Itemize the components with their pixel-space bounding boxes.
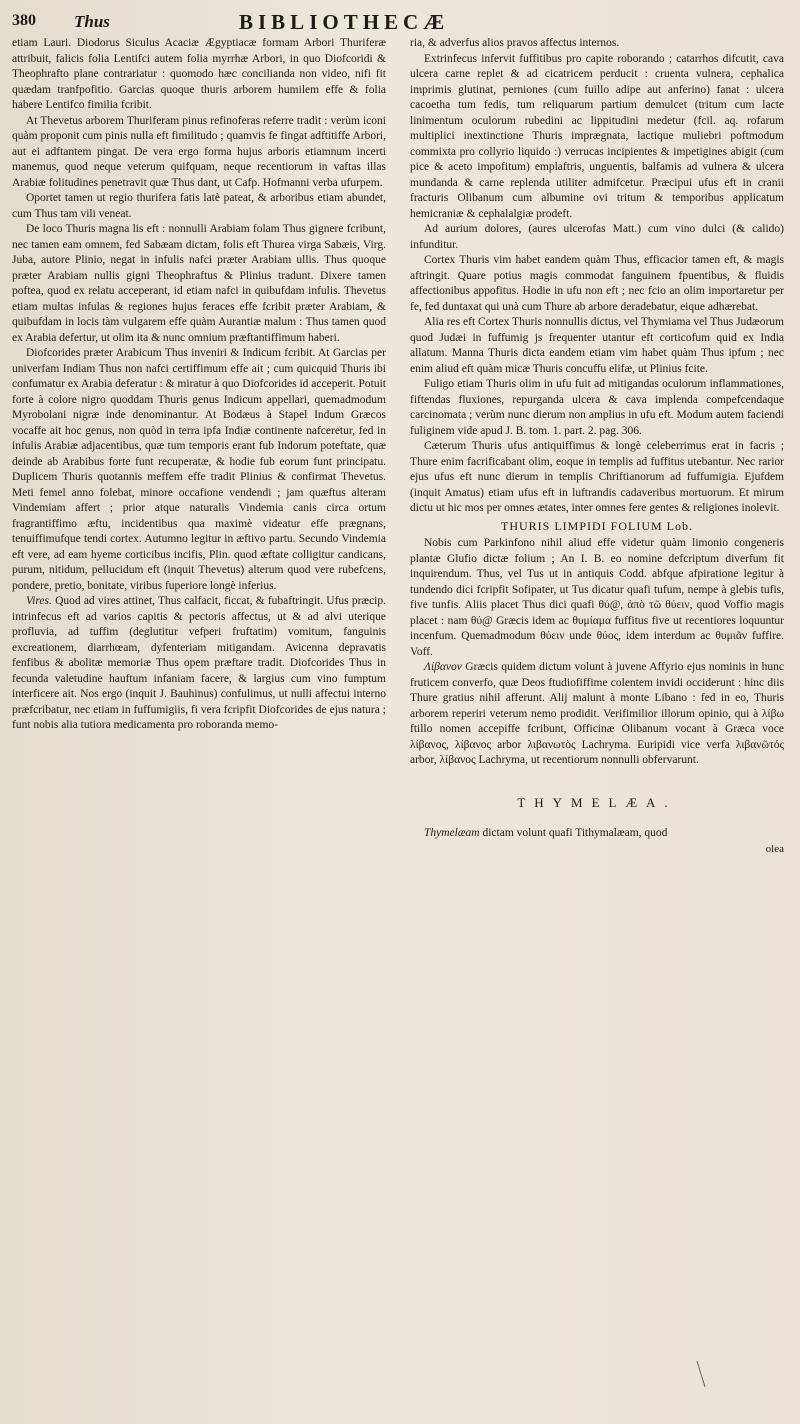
lemma-heading: THURIS LIMPIDI FOLIUM Lob. bbox=[501, 518, 693, 533]
paragraph-text: dictam volunt quafi Tithymalæam, quod bbox=[482, 827, 668, 839]
paragraph: Diofcorides præter Arabicum Thus inveniri & Indicum fcribit. At Garcias per univerfam Indiam Thus non nafci certiffimum effe ait ; cum quicquid Thuris ibi confumatur ex Arabia deferatur : & miratur à quo Diofcorides id acceperit. Potuit forte à colore nigro quoddam Thuris genus Indicum appellari, quemadmodum Myrobolani nigræ inde denominantur. At Bodæus à Stapel Indum Græcos vocaffe ait hoc genus, non quòd in terra ipfa Indiæ continente nafceretur, fed in infulis Arabiæ adjacentibus, quæ tum temporis erant fub Indorum poteftate, quæ deinde ab Arabibus forte funt recuperatæ, & hodie fub eorum funt principatu. Duplicem Thuris quotannis meffem effe tradit Plinius & confirmat Thevetus. Meti femel anno folebat, minore occafione vendendi ; jam quæftus alteram Vindemiam affert ; prior atque naturalis Vindemia canis circa ortum fragrantiffimo æftu, incidentibus qua maximè videatur effe prægnans, tenuiffimufque tendi cortex. Autumno legitur in æftivo partu. Secundo Vindemia eft vere, ad eam hyeme corticibus incifis, Plin. quod æftate colligitur candicans, purum, nitidum, pellucidum eft (inquit Thevetus) alterum quod vere rubefcens, pondere, pretio, bonitate, viribus fuperiore longè inferius. bbox=[12, 347, 386, 592]
paragraph: Fuligo etiam Thuris olim in ufu fuit ad mitigandas oculorum inflammationes, fiftendas fluxiones, repurganda ulcera & cava implenda compefcendaque carcinomata ; verùm nunc dierum non amplius in ufu eft. Modum autem faciendi fuliginem vide apud J. B. tom. 1. part. 2. pag. 306. bbox=[410, 378, 784, 437]
paragraph-vires bbox=[12, 594, 386, 734]
paragraph: Nobis cum Parkinfono nihil aliud effe videtur quàm limonio congeneris plantæ Glufio dictæ folium ; An I. B. eo nomine defcriptum diverfum fit inquirendum. Thus, vel Tus ut in antiquis Codd. abfque afpiratione legitur à tundendo dici fcripfit Sofipater, ut Tus dicatur quafi tufum, nempe à glebis tufis, five tunfis. Aliis placet Thus dici quafi θύ@, ἀπὸ τῶ θύειν, quod Voffio magis placet : nam θύ@ Græcis idem ac θυμίαμα fuffitus five ut recentiores loquuntur incenfum. Quemadmodum θύειν unde θύος, idem interdum ac θυμιᾶν fuffire. Voff. bbox=[410, 537, 784, 658]
paragraph: De loco Thuris magna lis eft : nonnulli Arabiam folam Thus gignere fcribunt, nec tamen eam omnem, fed Sabæam dictam, folis eft Thurea virga Sabæis, Virg. Juba, autore Plinio, negat in infulis nafci præter Arabiam ullis. Thus quoque præter Arabiam nullis gigni Theophraftus & Plinius tradunt. Dixere tamen poftea, quod ex relatu acceperant, id etiam nafci in quibufdam infulis. Thevetus etiam multas infulas & regiones hujus feraces effe fcribit præter Arabiam, & quibufdam in locis tàm vulgarem effe quàm Aurantiæ malum : Thus tamen quod ex Arabia defertur, ut olim ita & nunc omnium præftantiffimum haberi. bbox=[12, 223, 386, 344]
paragraph: Ad aurium dolores, (aures ulcerofas Matt.) cum vino dulci (& calido) infunditur. bbox=[410, 223, 784, 251]
right-column bbox=[410, 36, 784, 857]
greek-term: Λίβανον bbox=[424, 661, 462, 673]
text-columns bbox=[12, 36, 784, 857]
paragraph: Extrinfecus infervit fuffitibus pro capite roborando ; catarrhos difcutit, cava ulcera carne replet & ad cicatricem perducit : cruenta vulnera, cephalica imprimis glutinat, perniones (cum fuillo adipe aut anferino) fanat : ulcera cacoetha tum fedis, tum reliquarum partium demulcet (tritum cum lacte linimentum oculorum rubedini ac lippitudini medetur (fcil. aq. rofarum multiplici inextinctione Thuris imprægnata, lactique muliebri poftmodum commixta pro collyrio liquido :) verrucas incipientes & impetigines abigit (cum pice & aceto impofitum) emplaftris, unguentis, balfamis ad vulnera & ulcera mundanda & carne replenda utiliter admifcetur. Præcipui ufus eft in cranii fracturis Olibanum cum albumine ovi tritum & temporibus applicatum hemicraniæ & cephalalgiæ prodeft. bbox=[410, 52, 784, 220]
paragraph: etiam Lauri. Diodorus Siculus Acaciæ Ægyptiacæ formam Arbori Thuriferæ attribuit, falicis folia Lentifci autem folia myrrhæ Arbori, in quo Diofcoridi & Theophrafto plane contrariatur : quomodo hæc concilianda non video, nifi fit quædam tranfpofitio. Garcias quoque thuris arborem humilem effe & folia habere Lentifco fimilia fcribit. bbox=[12, 37, 386, 111]
rubric-thymelaea: Thymelæam bbox=[424, 827, 480, 839]
paragraph: ria, & adverfus alios pravos affectus internos. bbox=[410, 37, 620, 49]
paragraph-text: Quod ad vires attinet, Thus calfacit, ficcat, & fubaftringit. Ufus præcip. intrinfecus eft ad varios capitis & pectoris affectus, ut & ad alvi uterique profluvia, ad tuffim (deglutitur vefperi fruftatim) vomitum, fanguinis excreationem, diarrhœam, dyfenteriam mitigandam. Avicenna depravatis fenfibus & abolitæ memoriæ Thus opem præftare tradit. Diofcorides Thus in fecunda valetudine hauftum infaniam facere, & largius cum vino fumptum interficere ait. Nos ergo (inquit J. Bauhinus) confulimus, ut nulli affectui interno præfcribatur, nec etiam in fuffumigiis, fi vera fcripfit Diofcorides de ejus natura ; funt nobis alia tutiora medicamenta pro roboranda memo- bbox=[12, 595, 387, 731]
margin-pencil-mark bbox=[696, 1360, 706, 1388]
headword: Thus bbox=[74, 12, 110, 31]
paragraph: Alia res eft Cortex Thuris nonnullis dictus, vel Thymiama vel Thus Judæorum quod Judæi in fuffumig js frequenter utantur eft corticofum quid ex India allatum. Manna Thuris dicta eandem etiam vim habet quàm Thus ipfum ; nec enim aliud eft quàm micæ Thuris concuffu elifæ, ut Plinius fcite. bbox=[410, 316, 784, 375]
page-number: 380 bbox=[12, 12, 36, 29]
page-header bbox=[12, 10, 784, 36]
catchword: olea bbox=[765, 842, 784, 855]
paragraph: Cæterum Thuris ufus antiquiffimus & longè celeberrimus erat in facris ; Thure enim facrificabant olim, eoque in templis ad fuffitus utebantur. Nec rarior ejus ufus eft nunc dierum in templis Chriftianorum ad fuffumigia. Ejufdem (inquit Amatus) etiam ufus eft in luftrandis cadaveribus mortuorum. Et mirum dictu ut hic mos per omnes ætates, inter omnes fere gentes & religiones inolevit. bbox=[410, 440, 784, 514]
section-title: THYMELÆA. bbox=[517, 794, 677, 810]
paragraph-thymelaea bbox=[410, 826, 784, 842]
left-column bbox=[12, 36, 386, 857]
paragraph: Cortex Thuris vim habet eandem quàm Thus, efficacior tamen eft, & magis aftringit. Quare potius magis commodat fanguinem fpuentibus, & fluidis affectionibus appofitus. Hodie in ufu non eft ; nec fcio an olim importaretur per fe, fed duntaxat qui unà cum Thure ab arbore deradebatur, eique adhærebat. bbox=[410, 254, 784, 313]
rubric-vires: Vires. bbox=[26, 595, 52, 607]
running-title: BIBLIOTHECÆ bbox=[239, 10, 450, 34]
paragraph-libanon bbox=[410, 660, 784, 769]
paragraph: Oportet tamen ut regio thurifera fatis latè pateat, & arboribus etiam abundet, cum Thus tam vili veneat. bbox=[12, 192, 386, 220]
paragraph: At Thevetus arborem Thuriferam pinus refinoferas referre tradit : verùm iconi quàm proponit cum pinis nulla eft fimilitudo ; quamvis fe fingat adftitiffe Arbori, aut ei adftantem pingat. De vera ergo forma hujus arboris etiamnum incerti manemus, quod neque veterum quifquam, neque recentiorum in vaftas illas Arabiæ folitudines penetravit quæ Thus dant, ut Cafp. Hofmanni verba ufurpem. bbox=[12, 114, 386, 189]
paragraph-text: Græcis quidem dictum volunt à juvene Affyrio ejus nominis in hunc fruticem converfo, quæ Deos ftudiofiffime colentem invidi occiderunt : hinc diis Thure gratius nihil afferunt. Alij malunt à monte Libano : fed in eo, Thuris arborem reperiri veterum nemo prodidit. Verifimilior illorum opinio, qui à λίβω ftillo nomen accepiffe fcribunt, Officinæ Olibanum vocant à Græca voce λίβανος, λίβανος arbor λιβανωτὸς Lachryma. Euripidi vice verfa λιβανῶτός arbor, λίβανος Lachryma, ut recentiorum nonnulli obfervarunt. bbox=[410, 661, 784, 766]
